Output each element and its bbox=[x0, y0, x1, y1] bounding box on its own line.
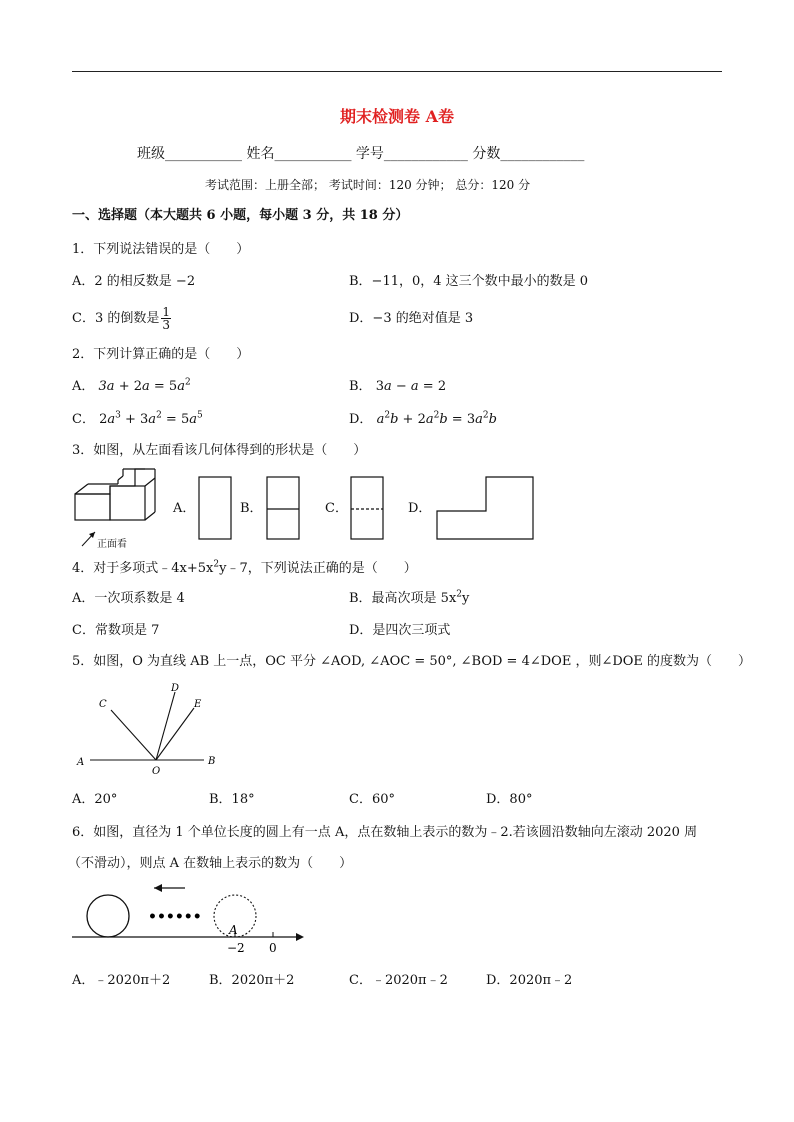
q2-option-b-label: B． bbox=[349, 379, 372, 394]
exam-info: 考试范围：上册全部； 考试时间：120 分钟； 总分：120 分 bbox=[205, 178, 531, 192]
q2-option-b: B． 3a − a = 2 bbox=[349, 379, 447, 394]
label-c: C bbox=[99, 699, 107, 710]
q5-option-b: B．18° bbox=[209, 792, 255, 807]
tick-neg2-label: −2 bbox=[227, 941, 245, 955]
q5-angle-figure bbox=[74, 680, 224, 780]
front-view-label: 正面看 bbox=[97, 539, 127, 550]
q3-option-a-figure bbox=[198, 476, 234, 542]
q5-option-a: A．20° bbox=[72, 792, 118, 807]
circle-start bbox=[87, 895, 129, 937]
q3-option-d-figure bbox=[436, 476, 536, 542]
q3-stem: 3．如图，从左面看该几何体得到的形状是（ ） bbox=[72, 443, 367, 458]
q6-stem-line2: （不滑动），则点 A 在数轴上表示的数为（ ） bbox=[68, 856, 353, 871]
q4-option-b-text: B．最高次项是 5x bbox=[349, 591, 457, 606]
label-e: E bbox=[194, 699, 202, 710]
label-o: O bbox=[152, 766, 161, 777]
fraction bbox=[161, 306, 171, 331]
tick-0-label: 0 bbox=[269, 941, 277, 955]
q4-option-a: A．一次项系数是 4 bbox=[72, 591, 185, 606]
q3-option-d-label: D． bbox=[408, 501, 432, 516]
q5-option-c: C．60° bbox=[349, 792, 395, 807]
q6-option-b: B．2020π＋2 bbox=[209, 973, 295, 988]
q1-option-b: B．−11，0，4 这三个数中最小的数是 0 bbox=[349, 274, 589, 289]
point-a-label: A bbox=[229, 923, 238, 937]
dots: •••••• bbox=[148, 909, 202, 925]
q2-option-d-label: D． bbox=[349, 412, 373, 427]
header-rule bbox=[72, 71, 722, 72]
q6-option-d: D．2020π﹣2 bbox=[486, 973, 573, 988]
q4-stem-text: 4．对于多项式﹣4x+5x bbox=[72, 561, 214, 576]
page-title: 期末检测卷 A卷 bbox=[340, 107, 454, 126]
q1-option-c-text: C．3 的倒数是 bbox=[72, 311, 160, 326]
section-heading: 一、选择题（本大题共 6 小题，每小题 3 分，共 18 分） bbox=[72, 208, 409, 223]
q2-option-c-label: C． bbox=[72, 412, 95, 427]
q6-number-line-figure bbox=[70, 876, 310, 958]
q5-option-d: D．80° bbox=[486, 792, 533, 807]
q3-option-b-label: B． bbox=[240, 501, 263, 516]
q3-option-c-label: C． bbox=[325, 501, 348, 516]
q3-option-c-figure bbox=[350, 476, 386, 542]
q1-stem: 1．下列说法错误的是（ ） bbox=[72, 242, 250, 257]
label-a: A bbox=[77, 757, 85, 768]
q1-option-a: A．2 的相反数是 −2 bbox=[72, 274, 196, 289]
right-arrow-icon bbox=[296, 933, 304, 941]
q4-stem: 4．对于多项式$﹣4x+5x^2y﹣7$，下列说法正确的是（ ） bbox=[72, 559, 417, 576]
fraction-num: 1 bbox=[162, 305, 170, 319]
q4-option-b-text-2: y bbox=[462, 591, 470, 606]
q2-stem: 2．下列计算正确的是（ ） bbox=[72, 347, 250, 362]
label-d: D bbox=[171, 683, 180, 694]
q2-option-a: A． $3a + 2a = 5a^2$ bbox=[72, 377, 191, 394]
student-info-line: 班级___________ 姓名___________ 学号____________ 分数____________ bbox=[137, 146, 585, 162]
q4-option-b: B．最高次项是 $5x^2y$ bbox=[349, 589, 470, 606]
q1-option-d: D．−3 的绝对值是 3 bbox=[349, 311, 474, 326]
q5-stem: 5．如图，O 为直线 AB 上一点，OC 平分 ∠AOD, ∠AOC = 50°, ∠BOD = 4∠DOE ，则∠DOE 的度数为（ ） bbox=[72, 654, 752, 669]
q4-stem-text-2: y﹣7，下列说法正确的是（ ） bbox=[219, 561, 417, 576]
q6-option-c: C．﹣2020π﹣2 bbox=[349, 973, 448, 988]
q4-option-d: D．是四次三项式 bbox=[349, 623, 451, 638]
q6-option-a: A．﹣2020π＋2 bbox=[72, 973, 171, 988]
q2-option-c: C． $2a^3 + 3a^2 = 5a^5$ bbox=[72, 410, 203, 427]
q6-stem-line1: 6．如图，直径为 1 个单位长度的圆上有一点 A，点在数轴上表示的数为﹣2.若该圆沿数轴向左滚动 2020 周 bbox=[72, 825, 698, 840]
fraction-den: 3 bbox=[162, 318, 170, 332]
q4-option-c: C．常数项是 7 bbox=[72, 623, 160, 638]
q1-option-c bbox=[72, 306, 171, 331]
label-b: B bbox=[208, 756, 216, 767]
q2-option-a-label: A． bbox=[72, 379, 95, 394]
q3-option-b-figure bbox=[266, 476, 302, 542]
left-arrow-icon bbox=[154, 884, 162, 892]
q2-option-d: D． $a^2b + 2a^2b = 3a^2b$ bbox=[349, 410, 497, 427]
q3-option-a-label: A． bbox=[173, 501, 196, 516]
